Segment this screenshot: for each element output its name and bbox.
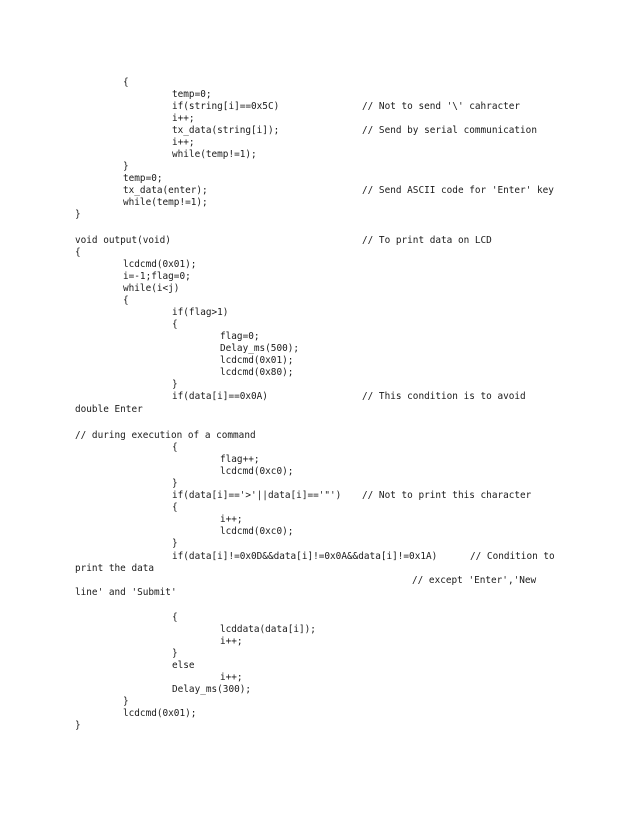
code-line: lcddata(data[i]); — [220, 624, 316, 635]
code-line: temp=0; — [123, 173, 163, 184]
code-line: } — [172, 648, 178, 659]
code-line: temp=0; — [172, 89, 212, 100]
code-line: } — [123, 696, 129, 707]
code-line: if(data[i]=='>'||data[i]=='"') — [172, 490, 342, 501]
code-line: Delay_ms(500); — [220, 343, 300, 354]
code-line: } — [172, 379, 178, 390]
code-line: while(i<j) — [123, 283, 180, 294]
code-line: lcdcmd(0x01); — [123, 259, 197, 270]
code-line: } — [123, 161, 129, 172]
code-line: { — [172, 612, 178, 623]
code-line: // during execution of a command — [75, 430, 256, 441]
code-line: // Not to send '\' cahracter — [362, 101, 521, 112]
code-line: i++; — [172, 137, 195, 148]
code-line: line' and 'Submit' — [75, 587, 177, 598]
code-line: { — [123, 295, 129, 306]
code-line: // Condition to — [470, 551, 555, 562]
code-line: i=-1;flag=0; — [123, 271, 191, 282]
code-line: } — [172, 538, 178, 549]
code-line: print the data — [75, 563, 155, 574]
code-line: while(temp!=1); — [123, 197, 208, 208]
code-line: Delay_ms(300); — [172, 684, 252, 695]
code-line: { — [172, 319, 178, 330]
code-line: // To print data on LCD — [362, 235, 492, 246]
code-line: else — [172, 660, 195, 671]
code-line: } — [172, 478, 178, 489]
code-line: i++; — [220, 636, 243, 647]
code-line: { — [172, 502, 178, 513]
code-line: } — [75, 209, 81, 220]
code-line: } — [75, 720, 81, 731]
code-line: lcdcmd(0x01); — [220, 355, 294, 366]
code-line: lcdcmd(0xc0); — [220, 466, 294, 477]
code-line: if(data[i]!=0x0D&&data[i]!=0x0A&&data[i]!=0x1A) — [172, 551, 438, 562]
code-line: // This condition is to avoid — [362, 391, 526, 402]
code-line: { — [172, 442, 178, 453]
code-line: i++; — [220, 672, 243, 683]
code-line: flag++; — [220, 454, 260, 465]
code-line: double Enter — [75, 404, 143, 415]
code-line: flag=0; — [220, 331, 260, 342]
code-line: i++; — [220, 514, 243, 525]
code-line: lcdcmd(0x01); — [123, 708, 197, 719]
code-line: if(string[i]==0x5C) — [172, 101, 280, 112]
code-line: tx_data(string[i]); — [172, 125, 280, 136]
code-line: // Not to print this character — [362, 490, 532, 501]
code-line: // Send ASCII code for 'Enter' key — [362, 185, 554, 196]
code-line: { — [123, 77, 129, 88]
code-line: lcdcmd(0x80); — [220, 367, 294, 378]
code-line: // Send by serial communication — [362, 125, 537, 136]
code-line: i++; — [172, 113, 195, 124]
code-line: void output(void) — [75, 235, 171, 246]
code-line: { — [75, 247, 81, 258]
code-line: while(temp!=1); — [172, 149, 257, 160]
code-line: if(flag>1) — [172, 307, 229, 318]
code-line: lcdcmd(0xc0); — [220, 526, 294, 537]
code-line: if(data[i]==0x0A) — [172, 391, 268, 402]
code-line: // except 'Enter','New — [412, 575, 537, 586]
code-line: tx_data(enter); — [123, 185, 208, 196]
